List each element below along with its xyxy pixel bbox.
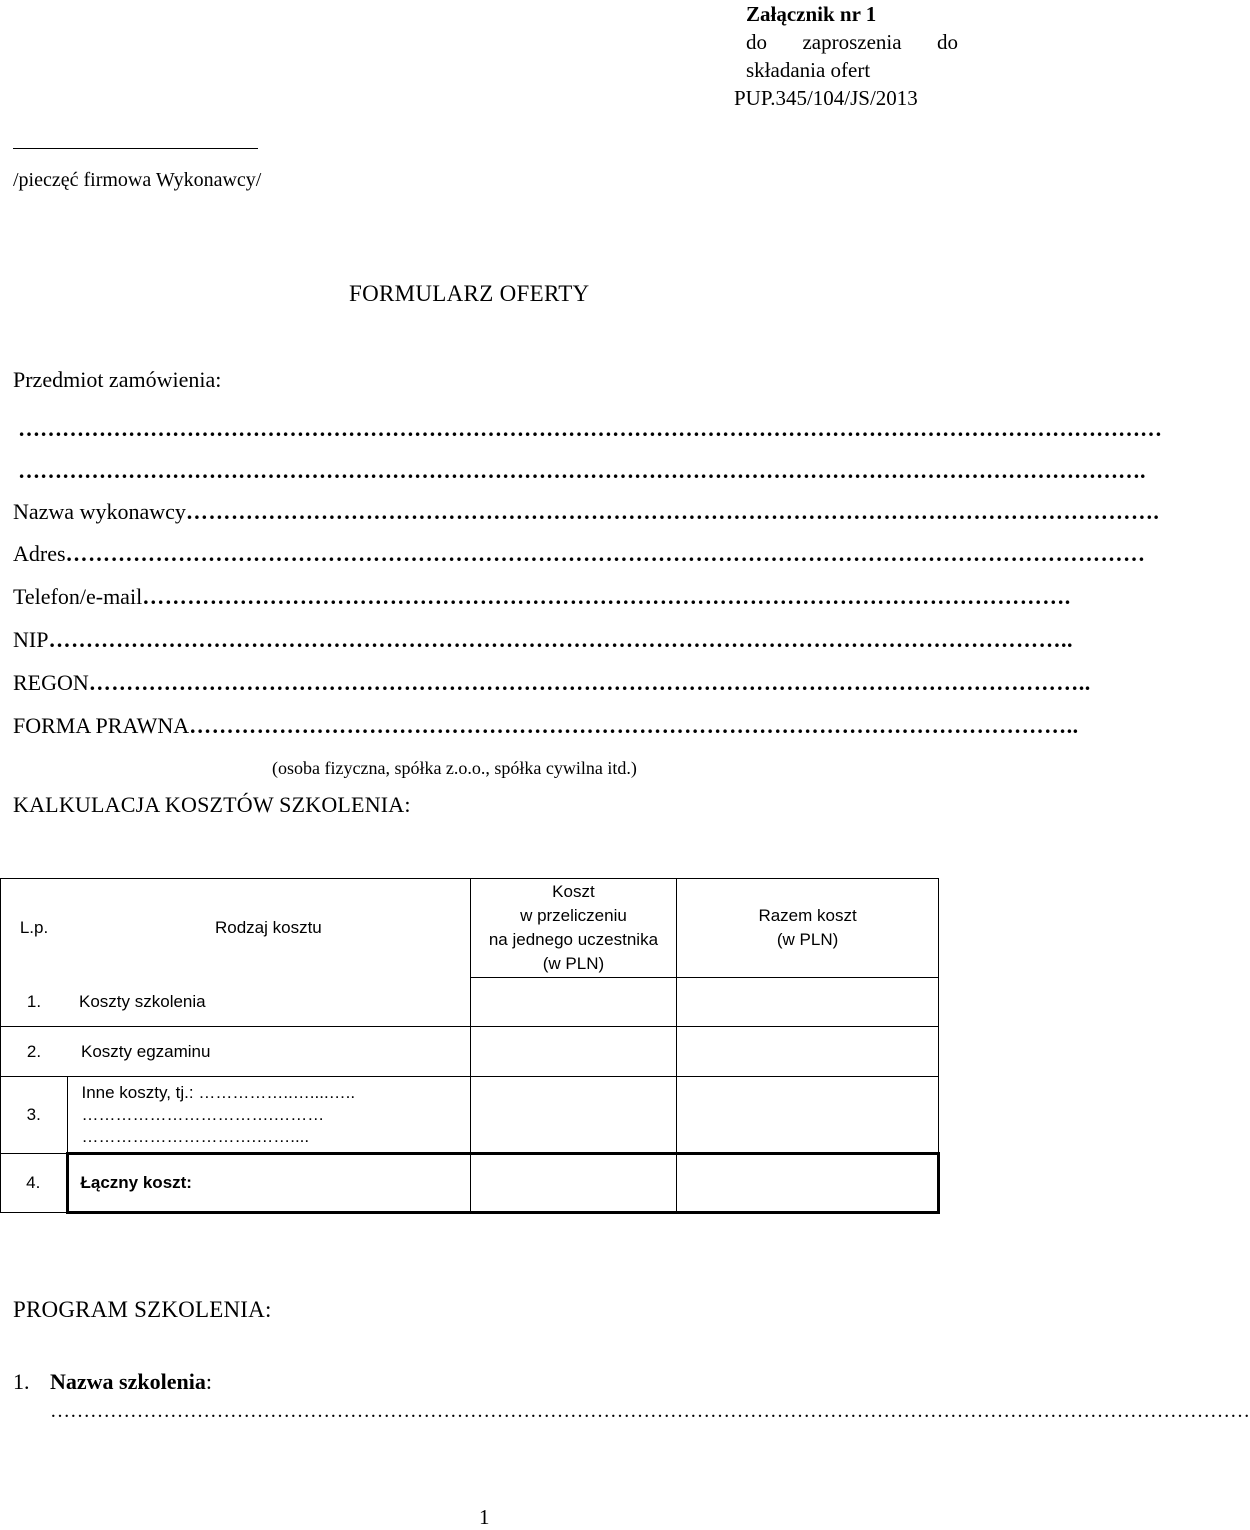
cell-total-cost[interactable] — [677, 1077, 939, 1154]
course-name-dotted-line[interactable]: ……………………………………………………………………………………………………………………………………………………………… — [50, 1400, 1250, 1422]
stamp-signature-line — [13, 148, 258, 149]
row-number: 4. — [1, 1154, 68, 1213]
attachment-reference: PUP.345/104/JS/2013 — [734, 86, 918, 110]
other-costs-line-3: ………………………….…….... — [81, 1127, 310, 1146]
other-costs-line-2: …………………………….……… — [81, 1105, 325, 1124]
attachment-word-zaproszenia: zaproszenia — [802, 30, 902, 54]
field-label: REGON — [13, 670, 89, 695]
legal-form-note: (osoba fizyczna, spółka z.o.o., spółka cywilna itd.) — [272, 758, 637, 778]
field-label: NIP — [13, 627, 49, 652]
subject-label: Przedmiot zamówienia: — [13, 367, 222, 392]
cell-total-per-participant[interactable] — [470, 1154, 676, 1213]
cell-cost-per-participant[interactable] — [470, 978, 676, 1027]
attachment-header — [730, 0, 960, 112]
attachment-line-2 — [730, 28, 960, 56]
header-total-cost — [677, 879, 939, 978]
row-total-label: Łączny koszt: — [67, 1154, 470, 1213]
header-cost-type: Rodzaj kosztu — [67, 879, 470, 978]
cell-total-cost[interactable] — [677, 1027, 939, 1077]
course-name-colon: : — [205, 1369, 212, 1394]
row-number: 2. — [1, 1027, 68, 1077]
cell-grand-total[interactable] — [677, 1154, 939, 1213]
header-cost-per-participant — [470, 879, 676, 978]
header-cost-line-3: na jednego uczestnika — [488, 930, 659, 949]
cell-cost-per-participant[interactable] — [470, 1077, 676, 1154]
cost-table — [0, 878, 940, 1214]
course-item-number: 1. — [13, 1369, 30, 1394]
field-nip[interactable] — [13, 627, 1073, 653]
attachment-word-do-2: do — [936, 30, 958, 54]
attachment-number: Załącznik nr 1 — [746, 2, 877, 26]
cost-calculation-title: KALKULACJA KOSZTÓW SZKOLENIA: — [13, 792, 411, 817]
subject-dotted-line-2[interactable]: ………………………………………………………………………………………………………………………………………. — [18, 458, 1146, 483]
header-cost-line-4: (w PLN) — [542, 954, 605, 973]
table-row — [1, 1027, 939, 1077]
stamp-label: /pieczęć firmowa Wykonawcy/ — [13, 169, 262, 191]
header-total-line-2: (w PLN) — [776, 930, 839, 949]
row-cost-type: Koszty egzaminu — [67, 1027, 470, 1077]
field-phone-email[interactable] — [13, 584, 1071, 610]
course-name-item — [13, 1369, 212, 1395]
field-dots: ……………………………………………………………………………………………………….. — [189, 713, 1079, 738]
field-label: Nazwa wykonawcy — [13, 499, 186, 524]
field-address[interactable] — [13, 541, 1146, 567]
attachment-word-do: do — [746, 30, 767, 54]
row-cost-type: Koszty szkolenia — [79, 991, 206, 1011]
field-label: Telefon/e-mail — [13, 584, 143, 609]
form-title: FORMULARZ OFERTY — [349, 281, 590, 306]
other-costs-line-1: Inne koszty, tj.: ……………..…....….. — [81, 1083, 356, 1102]
field-dots: ……………………………………………………………………………………………………………. — [142, 584, 1071, 609]
field-label: Adres — [13, 541, 66, 566]
row-number: 3. — [1, 1077, 68, 1154]
field-dots: ……………………………………………………………………………………………………………………………… — [65, 541, 1146, 566]
table-row-total — [1, 1154, 939, 1213]
field-dots: …………………………………………………………………………………………………………………. — [185, 499, 1160, 524]
field-legal-form[interactable] — [13, 713, 1079, 739]
field-dots: ……………………………………………………………………………………………………………………….. — [48, 627, 1073, 652]
field-dots: …………………………………………………………………………………………………………………….. — [88, 670, 1091, 695]
header-total-line-1: Razem koszt — [758, 906, 857, 925]
row-number: 1. — [1, 978, 68, 1027]
subject-dotted-line-1[interactable]: ………………………………………………………………………………………………………………………………………… — [18, 416, 1162, 441]
header-lp: L.p. — [1, 879, 68, 978]
field-label: FORMA PRAWNA — [13, 713, 190, 738]
course-name-label: Nazwa szkolenia — [50, 1369, 206, 1394]
cell-cost-per-participant[interactable] — [470, 1027, 676, 1077]
field-contractor-name[interactable] — [13, 499, 1160, 525]
header-cost-line-2: w przeliczeniu — [520, 906, 627, 925]
table-row — [1, 978, 939, 1027]
table-row — [1, 1077, 939, 1154]
cost-table-header-row — [1, 879, 939, 978]
cell-total-cost[interactable] — [677, 978, 939, 1027]
header-cost-line-1: Koszt — [552, 882, 595, 901]
page-number: 1 — [479, 1505, 490, 1529]
attachment-line-3: składania ofert — [746, 58, 871, 82]
field-regon[interactable] — [13, 670, 1091, 696]
program-title: PROGRAM SZKOLENIA: — [13, 1297, 272, 1322]
row-cost-type[interactable] — [67, 1077, 470, 1154]
